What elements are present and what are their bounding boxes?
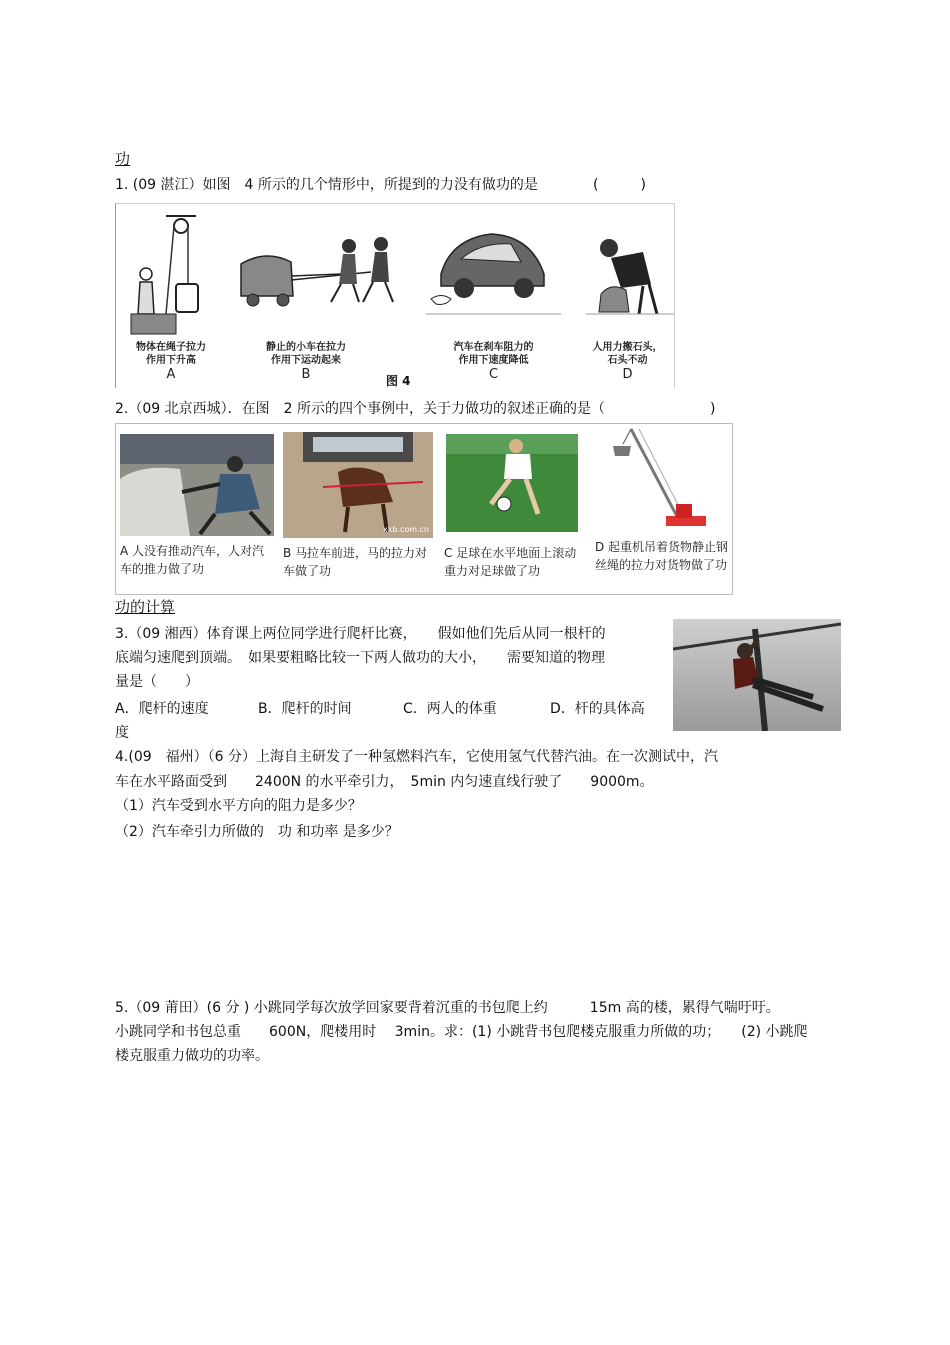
q4-line-1: 4.(09 福州）（6 分）上海自主研发了一种氢燃料汽车，它使用氢气代替汽油。在一次测试中，汽 (115, 749, 718, 765)
q1-d-caption-1: 人用力搬石头， (592, 342, 663, 353)
q3-option-d-continued: 度 (115, 725, 129, 741)
q1-d-letter: D (622, 367, 633, 382)
q4-subquestion-1: （1）汽车受到水平方向的阻力是多少？ (115, 798, 362, 814)
football-photo (446, 434, 578, 532)
q5-line-2: 小跳同学和书包总重 600N，爬楼用时 3min。求：(1) 小跳背书包爬楼克服重力所做的功； (2) 小跳爬 (115, 1024, 808, 1040)
q2-answer-paren: ) (710, 401, 716, 417)
q1-a-caption-1: 物体在绳子拉力 (136, 342, 206, 353)
q1-text: 1. (09 湛江）如图 4 所示的几个情形中，所提到的力没有做功的是 (115, 177, 538, 193)
q5-line-1: 5.（09 莆田）(6 分 ) 小跳同学每次放学回家要背着沉重的书包爬上约 15m 高的楼，累得气喘吁吁。 (115, 1000, 780, 1016)
horse-cart-photo (283, 432, 433, 538)
q1-c-caption-1: 汽车在刹车阻力的 (453, 342, 534, 353)
q2-c-caption: C 足球在水平地面上滚动重力对足球做了功 (444, 546, 577, 578)
q1-b-letter: B (301, 367, 311, 382)
q1-d-caption-2: 石头不动 (607, 355, 648, 366)
q3-line-3: 量是（ ） (115, 674, 199, 690)
section-title-work: 功 (115, 150, 131, 168)
car-braking-illustration (426, 204, 561, 344)
q1-option-a (116, 204, 226, 388)
q5-line-3: 楼克服重力做功的功率。 (115, 1048, 269, 1064)
q1-c-caption-2: 作用下速度降低 (458, 355, 529, 366)
q4-subquestion-2: （2）汽车牵引力所做的 功 和功率 是多少？ (115, 824, 399, 840)
q1-a-letter: A (166, 367, 176, 382)
q2-figure (115, 423, 733, 595)
q1-figure-label: 图 4 (386, 374, 411, 388)
q2-option-d (591, 424, 731, 594)
q3-line-1: 3.（09 湘西）体育课上两位同学进行爬杆比赛， 假如他们先后从同一根杆的 (115, 626, 606, 642)
section-title-calc: 功的计算 (115, 598, 176, 616)
q1-option-b (231, 204, 406, 388)
pole-climbing-photo (673, 619, 841, 731)
q3-line-2: 底端匀速爬到顶端。 如果要粗略比较一下两人做功的大小， 需要知道的物理 (115, 650, 605, 666)
push-car-photo (120, 434, 274, 536)
q2-d-caption: D 起重机吊着货物静止钢丝绳的拉力对货物做了功 (595, 540, 729, 572)
q1-answer-paren: ( ) (593, 177, 646, 193)
q2-a-caption: A 人没有推动汽车，人对汽车的推力做了功 (120, 544, 265, 576)
q3-option-d: D．杆的具体高 (550, 701, 645, 717)
q1-figure (115, 203, 675, 388)
q3-option-c: C．两人的体重 (403, 701, 497, 717)
q3-option-b: B．爬杆的时间 (258, 701, 352, 717)
q1-a-caption-2: 作用下升高 (146, 355, 196, 366)
cart-pull-illustration (231, 204, 406, 344)
q2-option-c (444, 432, 584, 590)
q1-option-d (581, 204, 674, 388)
q2-option-b (283, 432, 438, 590)
q1-option-c (426, 204, 561, 388)
push-stone-illustration (581, 204, 674, 344)
q4-line-2: 车在水平路面受到 2400N 的水平牵引力， 5min 内匀速直线行驶了 9000m。 (115, 774, 654, 790)
q2-watermark: xkb.com.cn (383, 525, 430, 534)
q2-option-a (120, 434, 278, 592)
q1-c-letter: C (488, 367, 499, 382)
q3-option-a: A．爬杆的速度 (115, 701, 209, 717)
q1-b-caption-1: 静止的小车在拉力 (266, 342, 346, 353)
pulley-lift-illustration (116, 204, 226, 344)
crane-photo (591, 424, 731, 536)
q2-text: 2.（09 北京西城）．在图 2 所示的四个事例中，关于力做功的叙述正确的是（ (115, 401, 605, 417)
q1-b-caption-2: 作用下运动起来 (271, 355, 341, 366)
q2-b-caption: B 马拉车前进，马的拉力对车做了功 (283, 546, 428, 578)
